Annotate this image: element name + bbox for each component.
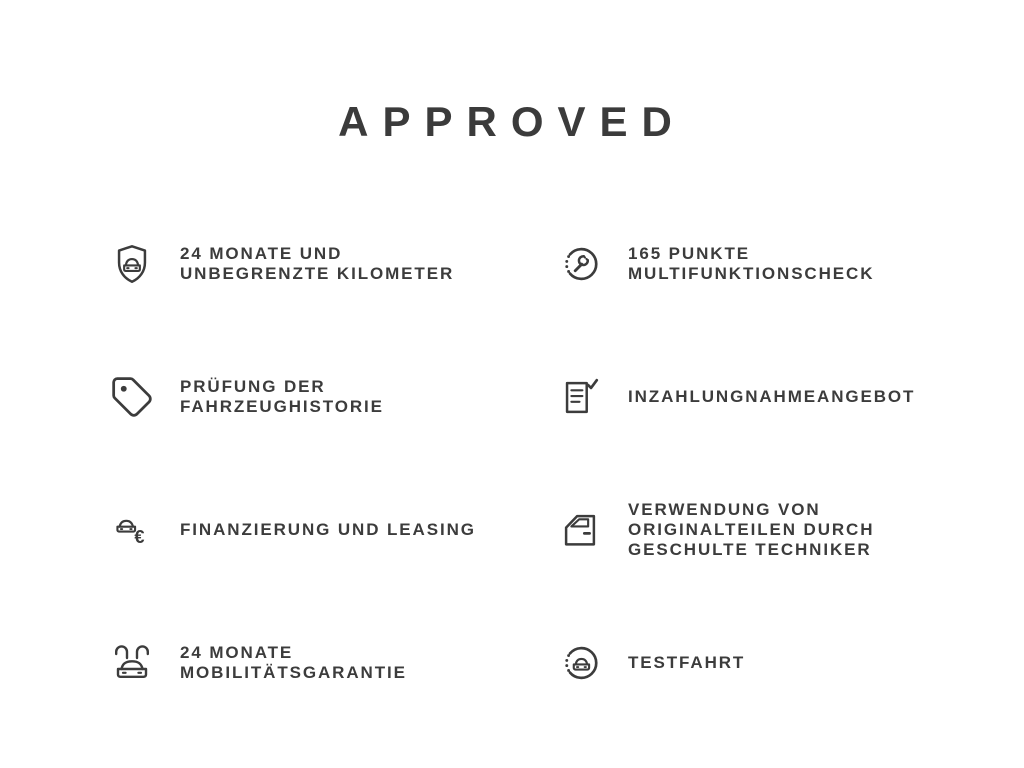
benefit-label: PRÜFUNG DER FAHRZEUGHISTORIE	[180, 376, 384, 416]
benefit-inzahlungnahme	[556, 330, 948, 463]
benefit-24-monate-kilometer	[108, 197, 556, 330]
benefit-finanzierung	[108, 463, 556, 596]
benefit-label: 165 PUNKTE MULTIFUNKTIONSCHECK	[628, 243, 875, 283]
document-check-icon	[556, 373, 604, 421]
benefit-label: VERWENDUNG VON ORIGINALTEILEN DURCH GESCHULTE TECHNIKER	[628, 499, 875, 559]
benefit-multifunktionscheck	[556, 197, 948, 330]
benefit-label: 24 MONATE UND UNBEGRENZTE KILOMETER	[180, 243, 455, 283]
car-euro-icon	[108, 506, 156, 554]
shield-car-icon	[108, 240, 156, 288]
benefits-grid	[108, 197, 948, 729]
car-door-icon	[556, 506, 604, 554]
benefit-mobilitaetsgarantie	[108, 596, 556, 729]
car-tow-hooks-icon	[108, 639, 156, 687]
page-title: APPROVED	[338, 98, 686, 145]
benefit-originalteile	[556, 463, 948, 596]
svg-text:€: €	[134, 526, 145, 547]
benefit-fahrzeughistorie	[108, 330, 556, 463]
benefit-label: TESTFAHRT	[628, 652, 746, 672]
gauge-wrench-icon	[556, 240, 604, 288]
benefit-label: FINANZIERUNG UND LEASING	[180, 519, 476, 539]
benefit-label: 24 MONATE MOBILITÄTSGARANTIE	[180, 642, 407, 682]
tag-icon	[108, 373, 156, 421]
benefit-testfahrt	[556, 596, 948, 729]
benefit-label: INZAHLUNGNAHMEANGEBOT	[628, 386, 916, 406]
car-circle-icon	[556, 639, 604, 687]
